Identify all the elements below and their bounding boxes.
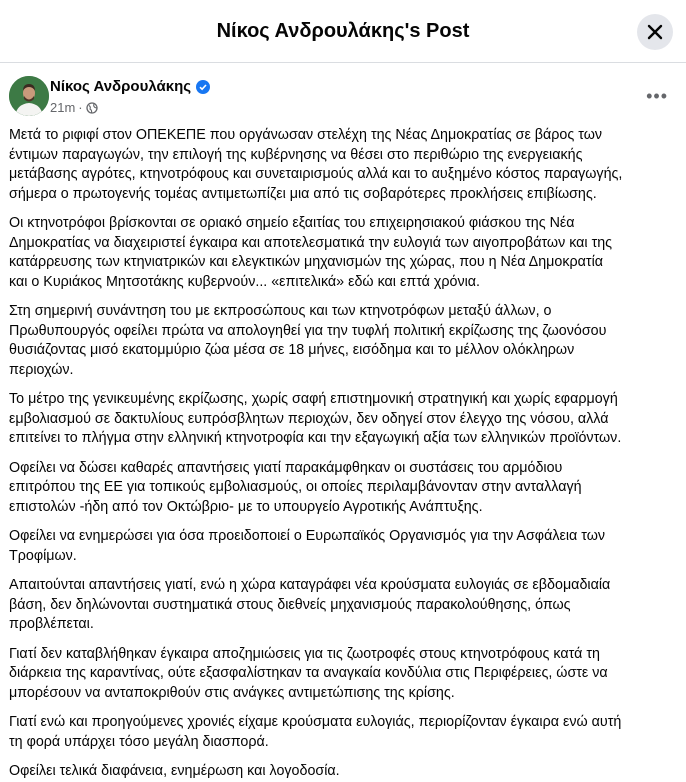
paragraph-line: Μετά το ριφιφί στον ΟΠΕΚΕΠΕ που οργάνωσαν στελέχη της Νέας Δημοκρατίας σε βάρος των bbox=[9, 127, 602, 143]
modal-header bbox=[0, 0, 686, 63]
paragraph-line: Το μέτρο της γενικευμένης εκρίζωσης, χωρίς σαφή επιστημονική στρατηγική και χωρίς εφαρμογή bbox=[9, 391, 618, 407]
more-options-icon: ••• bbox=[646, 86, 668, 106]
author-name[interactable]: Νίκος Ανδρουλάκης bbox=[50, 78, 192, 95]
post-paragraph bbox=[9, 645, 677, 704]
paragraph-line: Στη σημερινή συνάντηση του με εκπροσώπους και των κτηνοτρόφων μεταξύ άλλων, ο bbox=[9, 303, 552, 319]
paragraph-line: Πρωθυπουργός οφείλει πρώτα να απολογηθεί για την τυφλή πολιτική εκρίζωσης της ζωονόσου bbox=[9, 322, 607, 339]
meta-separator: · bbox=[78, 100, 83, 115]
post-paragraph bbox=[9, 576, 677, 635]
paragraph-line: επιτείνει το πλήγμα στην ελληνική κτηνοτροφία και την εξαγωγική αξία των ελληνικών προϊόντων. bbox=[9, 430, 622, 446]
paragraph-line: Γιατί ενώ και προηγούμενες χρονιές είχαμε κρούσματα ευλογιάς, περιορίζονταν έγκαιρα ενώ αυτή bbox=[9, 714, 622, 730]
paragraph-line: Οι κτηνοτρόφοι βρίσκονται σε οριακό σημείο εξαιτίας του επιχειρησιακού φιάσκου της Νέα bbox=[9, 215, 575, 231]
paragraph-line: εμβολιασμού σε δακτυλίους ευπρόσβλητων περιοχών, δεν οδηγεί στον έλεγχο της νόσου, αλλά bbox=[9, 410, 609, 427]
paragraph-line: μετάβασης αγρότες, κτηνοτρόφους και συνεταιρισμούς αλλά και το αυξημένο κόστος παραγωγής, bbox=[9, 166, 623, 182]
post-paragraph bbox=[9, 390, 677, 449]
paragraph-line: Απαιτούνται απαντήσεις γιατί, ενώ η χώρα καταγράφει νέα κρούσματα ευλογιάς σε εβδομαδιαία bbox=[9, 577, 611, 593]
post-author-row bbox=[0, 74, 686, 126]
paragraph-line: Δημοκρατίας να διαχειριστεί έγκαιρα και αποτελεσματικά την ευλογιά των αιγοπροβάτων και της bbox=[9, 234, 613, 251]
paragraph-line: διάρκεια της καραντίνας, ούτε εξασφαλίστηκαν τα αναγκαία κονδύλια στις Περιφέρειες, ώστε να bbox=[9, 665, 608, 681]
paragraph-line: Οφείλει να δώσει καθαρές απαντήσεις γιατί παρακάμφθηκαν οι συστάσεις του αρμόδιου bbox=[9, 459, 563, 476]
more-options-button[interactable] bbox=[646, 86, 668, 107]
paragraph-line: Γιατί δεν καταβλήθηκαν έγκαιρα αποζημιώσεις για τις ζωοτροφές στους κτηνοτρόφους κατά τη bbox=[9, 645, 600, 662]
paragraph-line: προβλέπεται. bbox=[9, 616, 94, 632]
post-text bbox=[0, 126, 686, 782]
post-paragraph bbox=[9, 126, 677, 204]
paragraph-line: τη φορά υπάρχει τόσο μεγάλη διασπορά. bbox=[9, 733, 269, 750]
paragraph-line: περιοχών. bbox=[9, 361, 74, 378]
post-paragraph bbox=[9, 459, 677, 518]
paragraph-line: και ο Κυριάκος Μητσοτάκης κυβερνούν... «επιτελικά» εδώ και επτά χρόνια. bbox=[9, 273, 481, 290]
post-paragraph bbox=[9, 302, 677, 380]
paragraph-line: κατάρρευσης των κτηνιατρικών και ελεγκτικών μηχανισμών της χώρας, που η Νέα Δημοκρατία bbox=[9, 254, 604, 270]
paragraph-line: θυσιάζοντας μισό εκατομμύριο ζώα μέσα σε 18 μήνες, εισόδημα και το μέλλον ολόκληρων bbox=[9, 342, 575, 358]
close-icon bbox=[647, 24, 663, 40]
post-paragraph bbox=[9, 762, 677, 782]
post-paragraph bbox=[9, 527, 677, 566]
paragraph-line: Οφείλει να ενημερώσει για όσα προειδοποιεί ο Ευρωπαϊκός Οργανισμός για την Ασφάλεια των bbox=[9, 528, 606, 544]
paragraph-line: επιστολών -ήδη από τον Οκτώβριο- με το υπουργείο Αγροτικής Ανάπτυξης. bbox=[9, 498, 483, 515]
paragraph-line: Οφείλει τελικά διαφάνεια, ενημέρωση και λογοδοσία. bbox=[9, 763, 340, 779]
paragraph-line: μπορέσουν να ανταποκριθούν στις ανάγκες αντιμετώπισης της κρίσης. bbox=[9, 684, 455, 701]
modal-title: Νίκος Ανδρουλάκης's Post bbox=[216, 20, 470, 42]
paragraph-line: έντιμων παραγωγών, την επιλογή της κυβέρνησης να θέσει στο περιθώριο της ενεργειακής bbox=[9, 146, 583, 163]
paragraph-line: επιτρόπου της ΕΕ για τοπικούς εμβολιασμούς, οι οποίες περιλαμβάνονταν στην ανταλλαγή bbox=[9, 479, 582, 495]
post-time[interactable]: 21m bbox=[50, 100, 76, 115]
close-button[interactable] bbox=[637, 14, 673, 50]
paragraph-line: βάση, δεν δηλώνονται συστηματικά στους διεθνείς μηχανισμούς παρακολούθησης, όπως bbox=[9, 596, 571, 613]
avatar-image bbox=[9, 76, 49, 116]
paragraph-line: Τροφίμων. bbox=[9, 547, 77, 564]
avatar[interactable] bbox=[9, 76, 49, 116]
verified-badge-icon bbox=[196, 80, 210, 94]
post-paragraph bbox=[9, 713, 677, 752]
post-paragraph bbox=[9, 214, 677, 292]
author-name-row bbox=[50, 78, 210, 95]
globe-icon bbox=[86, 102, 98, 114]
paragraph-line: σήμερα ο πρωτογενής τομέας αντιμετωπίζει μια από τις σοβαρότερες προκλήσεις επιβίωσης. bbox=[9, 185, 597, 202]
post-meta bbox=[50, 100, 98, 115]
